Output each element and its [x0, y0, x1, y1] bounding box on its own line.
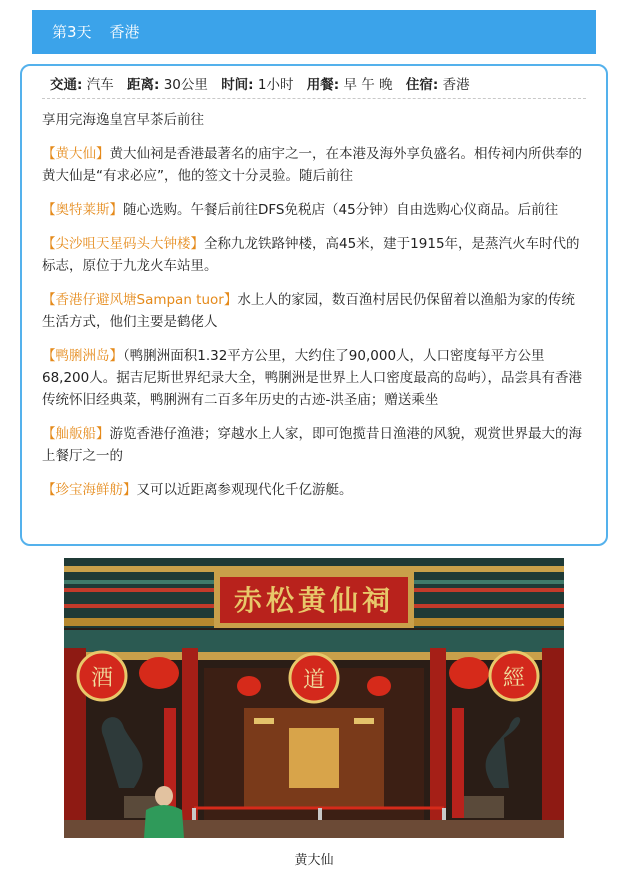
- item-title: 【黄大仙】: [42, 146, 110, 162]
- plaque-text: 赤松黄仙祠: [233, 584, 395, 617]
- item-title: 【珍宝海鲜舫】: [42, 482, 137, 498]
- temple-illustration: [64, 558, 564, 838]
- day-header: [32, 10, 596, 54]
- day-number: 第3天: [52, 23, 92, 41]
- item-text: （鸭脷洲面积1.32平方公里，大约住了90,000人，人口密度每平方公里68,200人。据吉尼斯世界纪录大全，鸭脷洲是世界上人口密度最高的岛屿），品尝具有香港传统怀旧经典菜，鸭脷洲有二百多年历史的古迹-洪圣庙；赠送乘坐: [42, 348, 582, 408]
- item-title: 【香港仔避风塘Sampan tuor】: [42, 292, 238, 308]
- item-text: 游览香港仔渔港；穿越水上人家，即可饱揽昔日渔港的风貌，观赏世界最大的海上餐厅之一的: [42, 426, 582, 464]
- info-meals: 用餐: 早 午 晚: [306, 77, 393, 93]
- item-wong-tai-sin: [42, 143, 586, 187]
- item-text: 全称九龙铁路钟楼，高45米，建于1915年，是蒸汽火车时代的标志，原位于九龙火车站里。: [42, 236, 580, 274]
- itinerary-card: [20, 64, 608, 546]
- item-text: 水上人的家园，数百渔村居民仍保留着以渔船为家的传统生活方式，他们主要是鹤佬人: [42, 292, 575, 330]
- item-clock-tower: [42, 233, 586, 277]
- item-text: 黄大仙祠是香港最著名的庙宇之一，在本港及海外享负盛名。相传祠内所供奉的黄大仙是“有求必应”，他的签文十分灵验。随后前往: [42, 146, 582, 184]
- day-city: 香港: [109, 23, 140, 41]
- item-aberdeen-typhoon: [42, 289, 586, 333]
- item-title: 【尖沙咀天星码头大钟楼】: [42, 236, 204, 252]
- item-title: 【奥特莱斯】: [42, 202, 123, 218]
- info-distance: 距离: 30公里: [127, 77, 208, 93]
- center-round-char: 道: [302, 668, 326, 693]
- item-outlets: [42, 199, 586, 221]
- temple-photo: [64, 558, 564, 838]
- item-title: 【鸭脷洲岛】: [42, 348, 123, 364]
- item-text: 又可以近距离参观现代化千亿游艇。: [136, 482, 353, 498]
- intro-text: 享用完海逸皇宫早茶后前往: [42, 112, 204, 128]
- item-ap-lei-chau: [42, 345, 586, 411]
- item-title: 【舢舨船】: [42, 426, 110, 442]
- info-bar: [42, 72, 586, 99]
- item-jumbo: [42, 479, 586, 501]
- left-round-char: 酒: [90, 666, 114, 691]
- right-round-char: 經: [502, 666, 526, 691]
- info-lodging: 住宿: 香港: [405, 77, 470, 93]
- item-sampan: [42, 423, 586, 467]
- item-text: 随心选购。午餐后前往DFS免税店（45分钟）自由选购心仪商品。后前往: [123, 202, 559, 218]
- info-time: 时间: 1小时: [221, 77, 294, 93]
- photo-caption: 黄大仙: [294, 853, 334, 868]
- info-transport: 交通: 汽车: [50, 77, 114, 93]
